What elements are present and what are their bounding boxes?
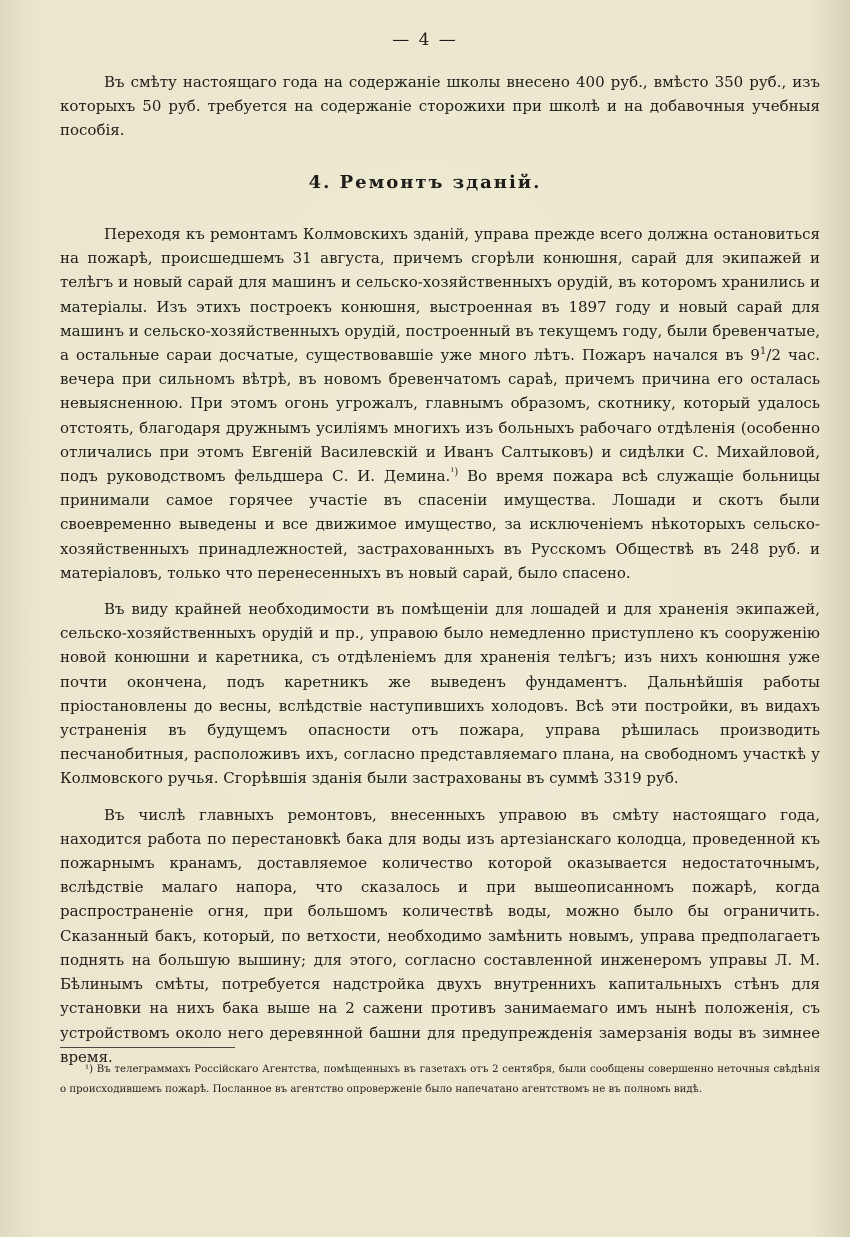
paragraph-fire-part-a: Переходя къ ремонтамъ Колмовскихъ зданій, управа прежде всего должна остановиться на пожарѣ, происшедшемъ 31 августа, причемъ сгорѣли конюшня, сарай для экипажей и телѣгъ и новый сарай для машинъ и сельско-хозяйственныхъ орудій, въ которомъ хранились и матеріалы. Изъ этихъ построекъ конюшня, выстроенная въ 1897 году и новый сарай для машинъ и сельско-хозяйственныхъ орудій, построенный въ текущемъ году, были бревенчатые, а остальные сараи досчатые, существовавшіе уже много лѣтъ. Пожаръ начался въ 9 [60, 225, 820, 365]
footnote-divider [60, 1047, 235, 1048]
section-body [60, 222, 820, 1069]
page-number: — 4 — [392, 30, 458, 50]
section-heading: 4. Ремонтъ зданій. [308, 172, 542, 193]
paragraph-fire-part-b: час. вечера при сильномъ вѣтрѣ, въ новомъ бревенчатомъ сараѣ, причемъ причина его осталась невыясненною. При этомъ огонь угрожалъ, главнымъ образомъ, скотнику, который удалось отстоять, благодаря дружнымъ усиліямъ многихъ изъ больныхъ рабочаго отдѣленія (особенно отличались при этомъ Евгеній Василевскій и Иванъ Салтыковъ) и сидѣлки С. Михайловой, подъ руководствомъ фельдшера С. И. Демина. [60, 346, 820, 486]
footnote-text: ¹) Въ телеграммахъ Россійскаго Агентства, помѣщенныхъ въ газетахъ отъ 2 сентября, были сообщены совершенно неточныя свѣдѣнія о происходившемъ пожарѣ. Посланное въ агентство опроверженіе было напечатано агентствомъ не въ полномъ видѣ. [60, 1064, 820, 1095]
paragraph-fire [60, 222, 820, 585]
footnote-block [60, 1060, 820, 1100]
time-fraction-numerator: 1 [759, 346, 767, 358]
paragraph-rebuilding: Въ виду крайней необходимости въ помѣщеніи для лошадей и для храненія экипажей, сельско-хозяйственныхъ орудій и пр., управою было немедленно приступлено къ сооруженію новой конюшни и каретника, съ отдѣленіемъ для храненія телѣгъ; изъ нихъ конюшня уже почти окончена, подъ каретникъ же выведенъ фундаментъ. Дальнѣйшія работы пріостановлены до весны, вслѣдствіе наступившихъ холодовъ. Всѣ эти постройки, въ видахъ устраненія въ будущемъ опасности отъ пожара, управа рѣшилась производить песчанобитныя, расположивъ ихъ, согласно представляемаго плана, на свободномъ участкѣ у Колмовского ручья. Сгорѣвшія зданія были застрахованы въ суммѣ 3319 руб. [60, 600, 820, 788]
paragraph-water-tank: Въ числѣ главныхъ ремонтовъ, внесенныхъ управою въ смѣту настоящаго года, находится работа по перестановкѣ бака для воды изъ артезіанскаго колодца, проведенной къ пожарнымъ кранамъ, доставляемое количество которой оказывается недостаточнымъ, вслѣдствіе малаго напора, что сказалось и при вышеописанномъ пожарѣ, когда распространеніе огня, при большомъ количествѣ воды, можно было бы ограничить. Сказанный бакъ, который, по ветхости, необходимо замѣнить новымъ, управа предполагаетъ поднять на большую вышину; для этого, согласно составленной инженеромъ управы Л. М. Бѣлинымъ смѣты, потребуется надстройка двухъ внутреннихъ капитальныхъ стѣнъ для установки на нихъ бака выше на 2 сажени противъ занимаемаго имъ нынѣ положенія, съ устройствомъ около него деревянной башни для предупрежденія замерзанія воды въ зимнее время. [60, 805, 820, 1066]
intro-block [60, 70, 820, 143]
paragraph-fire-part-c: Во время пожара всѣ служащіе больницы принимали самое горячее участіе въ спасеніи имущества. Лошади и скотъ были своевременно выведены и все движимое имущество, за исключеніемъ нѣкоторыхъ сельско-хозяйственныхъ принадлежностей, застрахованныхъ въ Русскомъ Обществѣ въ 248 руб. и матеріаловъ, только что перенесенныхъ въ новый сарай, было спасено. [60, 467, 820, 582]
time-fraction-denominator: /2 [766, 346, 781, 365]
intro-paragraph: Въ смѣту настоящаго года на содержаніе школы внесено 400 руб., вмѣсто 350 руб., изъ которыхъ 50 руб. требуется на содержаніе сторожихи при школѣ и на добавочныя учебныя пособія. [60, 73, 820, 140]
footnote-ref: ¹) [450, 467, 459, 479]
